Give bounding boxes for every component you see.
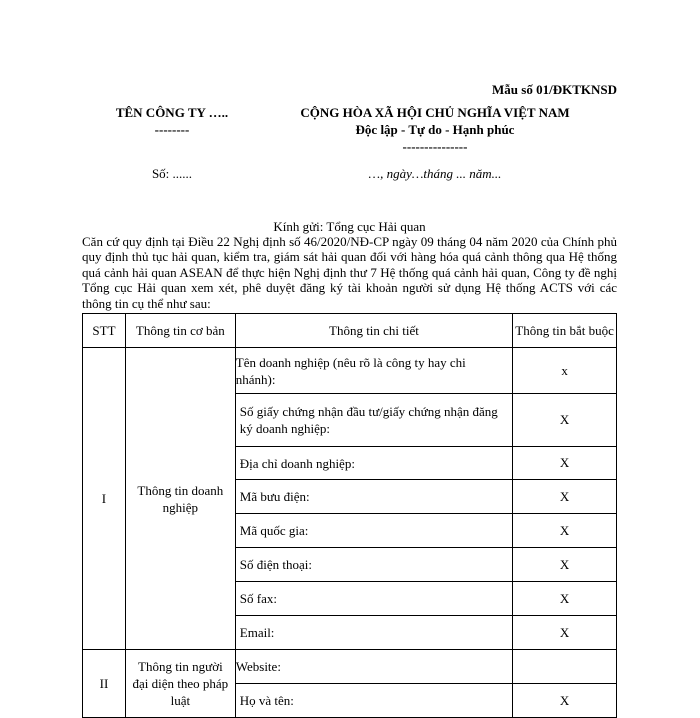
required-mark: X bbox=[513, 616, 617, 650]
detail-cell: Địa chỉ doanh nghiệp: bbox=[235, 447, 512, 480]
required-mark: x bbox=[513, 348, 617, 394]
registration-info-table bbox=[82, 313, 617, 718]
table-row bbox=[83, 348, 617, 394]
detail-cell: Tên doanh nghiệp (nêu rõ là công ty hay chi nhánh): bbox=[235, 348, 512, 394]
document-number: Số: ...... bbox=[151, 166, 193, 181]
company-name: TÊN CÔNG TY ….. bbox=[115, 105, 229, 120]
group-stt: II bbox=[83, 650, 126, 718]
table-header-row bbox=[83, 314, 617, 348]
motto: Độc lập - Tự do - Hạnh phúc bbox=[355, 122, 515, 137]
required-mark: X bbox=[513, 582, 617, 616]
motto-divider: --------------- bbox=[402, 139, 468, 154]
required-mark: X bbox=[513, 548, 617, 582]
intro-paragraph: Căn cứ quy định tại Điều 22 Nghị định số 46/2020/NĐ-CP ngày 09 tháng 04 năm 2020 của Chính phủ quy định thủ tục hải quan, kiểm tra, giám sát hải quan đối với hàng hóa quá cảnh thông qua Hệ thống quá cảnh hải quan ASEAN để thực hiện Nghị định thư 7 Hệ thống quá cảnh hải quan, Công ty đề nghị Tổng cục Hải quan xem xét, phê duyệt đăng ký tài khoản người sử dụng Hệ thống ACTS với các thông tin cụ thể như sau: bbox=[82, 234, 617, 311]
detail-cell: Số fax: bbox=[235, 582, 512, 616]
required-mark: X bbox=[513, 394, 617, 447]
detail-cell: Website: bbox=[235, 650, 512, 684]
required-mark: X bbox=[513, 514, 617, 548]
company-divider: -------- bbox=[154, 122, 190, 137]
detail-cell: Số giấy chứng nhận đầu tư/giấy chứng nhận đăng ký doanh nghiệp: bbox=[235, 394, 512, 447]
required-mark: X bbox=[513, 447, 617, 480]
header-required: Thông tin bắt buộc bbox=[513, 314, 617, 348]
document-date: …, ngày…tháng ... năm... bbox=[368, 166, 502, 181]
group-basic-info: Thông tin người đại diện theo pháp luật bbox=[125, 650, 235, 718]
company-header bbox=[92, 104, 252, 138]
form-code: Mẫu số 01/ĐKTKNSD bbox=[492, 82, 617, 97]
nation-title: CỘNG HÒA XÃ HỘI CHỦ NGHĨA VIỆT NAM bbox=[300, 105, 570, 120]
group-basic-info: Thông tin doanh nghiệp bbox=[125, 348, 235, 650]
detail-cell: Mã quốc gia: bbox=[235, 514, 512, 548]
detail-cell: Email: bbox=[235, 616, 512, 650]
detail-cell: Số điện thoại: bbox=[235, 548, 512, 582]
detail-cell: Mã bưu điện: bbox=[235, 480, 512, 514]
header-stt: STT bbox=[83, 314, 126, 348]
national-header bbox=[270, 104, 600, 155]
greeting: Kính gửi: Tổng cục Hải quan bbox=[273, 219, 426, 234]
required-mark: X bbox=[513, 480, 617, 514]
required-mark: X bbox=[513, 684, 617, 718]
detail-cell: Họ và tên: bbox=[235, 684, 512, 718]
group-stt: I bbox=[83, 348, 126, 650]
header-detail-info: Thông tin chi tiết bbox=[235, 314, 512, 348]
required-mark bbox=[513, 650, 617, 684]
table-row bbox=[83, 650, 617, 684]
header-basic-info: Thông tin cơ bản bbox=[125, 314, 235, 348]
